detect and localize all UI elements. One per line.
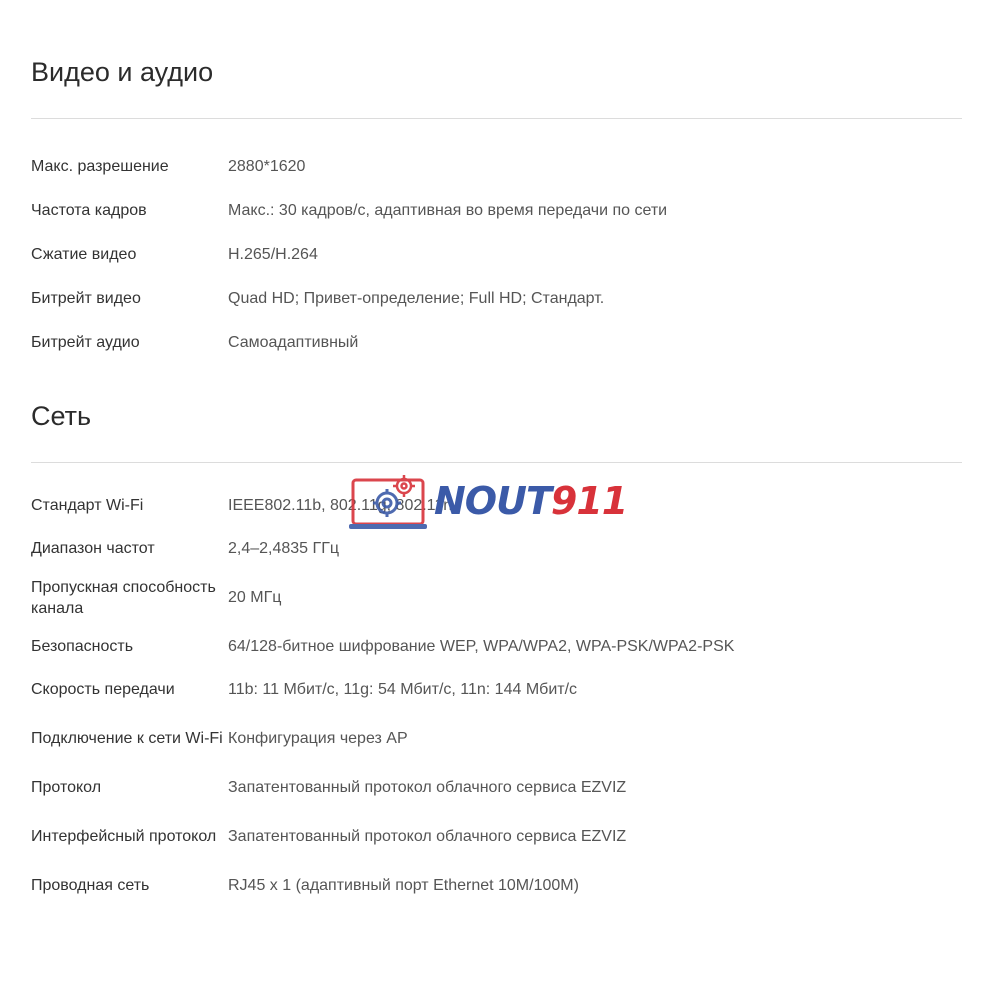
- section-title-video-audio: Видео и аудио: [31, 57, 214, 87]
- spec-label: Битрейт аудио: [31, 333, 140, 351]
- spec-value: 64/128-битное шифрование WEP, WPA/WPA2, WPA-PSK/WPA2-PSK: [228, 638, 735, 655]
- spec-value: Quad HD; Привет-определение; Full HD; Стандарт.: [228, 289, 605, 307]
- spec-row-frequency-range: [31, 527, 734, 570]
- spec-value: Запатентованный протокол облачного сервиса EZVIZ: [228, 828, 627, 845]
- spec-label: Подключение к сети Wi-Fi: [31, 730, 223, 747]
- spec-table-video-audio: [31, 144, 667, 364]
- section-divider: [31, 118, 962, 119]
- spec-table-network: [31, 484, 734, 907]
- spec-row-max-resolution: [31, 144, 667, 188]
- spec-label: Интерфейсный протокол: [31, 828, 217, 845]
- spec-value: RJ45 x 1 (адаптивный порт Ethernet 10M/100M): [228, 877, 579, 894]
- spec-row-video-bitrate: [31, 276, 667, 320]
- spec-row-wired-network: [31, 864, 734, 907]
- spec-row-frame-rate: [31, 188, 667, 232]
- spec-value: 2,4–2,4835 ГГц: [228, 540, 340, 557]
- spec-value: Запатентованный протокол облачного сервиса EZVIZ: [228, 779, 627, 796]
- spec-label: Битрейт видео: [31, 289, 141, 307]
- spec-value: IEEE802.11b, 802.11g, 802.11n: [228, 497, 453, 514]
- spec-row-channel-bandwidth: [31, 570, 734, 625]
- spec-label: Безопасность: [31, 638, 134, 655]
- spec-value: Конфигурация через AP: [228, 730, 408, 747]
- spec-row-video-compression: [31, 232, 667, 276]
- spec-label: Сжатие видео: [31, 245, 137, 263]
- spec-label: Стандарт Wi-Fi: [31, 497, 144, 514]
- spec-value: 11b: 11 Мбит/с, 11g: 54 Мбит/с, 11n: 144 Мбит/с: [228, 681, 578, 698]
- spec-row-audio-bitrate: [31, 320, 667, 364]
- spec-row-protocol: [31, 766, 734, 809]
- spec-value: Макс.: 30 кадров/с, адаптивная во время передачи по сети: [228, 201, 668, 219]
- spec-row-interface-protocol: [31, 809, 734, 864]
- spec-label: Диапазон частот: [31, 540, 155, 557]
- watermark-text-nout: NOUT: [434, 479, 551, 523]
- section-divider: [31, 462, 962, 463]
- spec-value: 2880*1620: [228, 157, 306, 175]
- spec-label: Протокол: [31, 779, 102, 796]
- spec-label: Пропускная способность канала: [31, 578, 216, 617]
- spec-row-wifi-connection: [31, 711, 734, 766]
- spec-label: Проводная сеть: [31, 877, 150, 894]
- spec-row-security: [31, 625, 734, 668]
- spec-row-wifi-standard: [31, 484, 734, 527]
- spec-value: H.265/H.264: [228, 245, 318, 263]
- spec-label: Макс. разрешение: [31, 157, 169, 175]
- spec-row-transfer-rate: [31, 668, 734, 711]
- spec-label: Частота кадров: [31, 201, 147, 219]
- spec-value: Самоадаптивный: [228, 333, 359, 351]
- spec-label: Скорость передачи: [31, 681, 175, 698]
- section-title-network: Сеть: [31, 401, 92, 431]
- watermark-text-911: 911: [550, 479, 628, 523]
- spec-value: 20 МГц: [228, 589, 282, 606]
